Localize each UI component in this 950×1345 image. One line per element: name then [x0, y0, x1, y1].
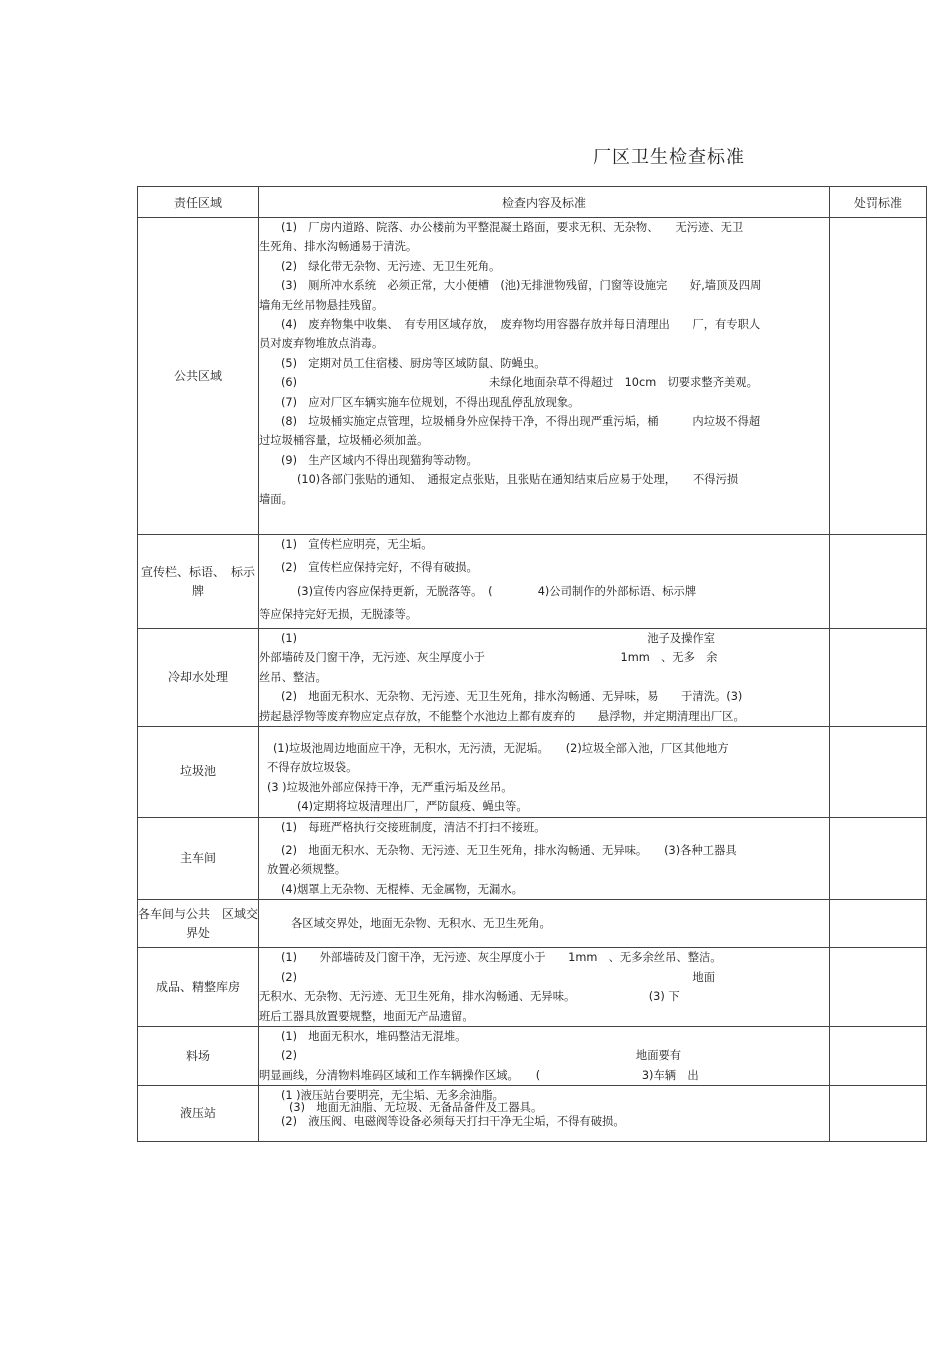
content-line: (1) 外部墙砖及门窗干净，无污迹、灰尘厚度小于 1mm 、无多余丝吊、整洁。 [281, 951, 722, 965]
content-line: (9) 生产区域内不得出现猫狗等动物。 [281, 453, 478, 467]
table-row [138, 535, 927, 629]
content-line: (1) 池子及操作室 [281, 632, 715, 645]
table-row [138, 218, 927, 535]
content-line: (1) 厂房内道路、院落、办公楼前为平整混凝土路面，要求无积、无杂物、 无污迹、无卫 [281, 221, 744, 234]
area-cell: 料场 [138, 1026, 259, 1085]
area-cell: 主车间 [138, 817, 259, 900]
page-title-text: 厂区卫生检查标准 [593, 147, 745, 168]
content-line: 班后工器具放置要规整，地面无产品遗留。 [259, 1009, 474, 1023]
content-cell [259, 817, 830, 900]
content-line: 墙面。 [259, 492, 293, 506]
area-cell: 液压站 [138, 1086, 259, 1142]
table-row [138, 629, 927, 727]
content-cell [259, 629, 830, 727]
area-cell: 成品、精整库房 [138, 948, 259, 1027]
content-line: 各区域交界处，地面无杂物、无积水、无卫生死角。 [291, 917, 551, 931]
content-line: 生死角、排水沟畅通易于清洗。 [259, 240, 418, 254]
content-line: 放置必须规整。 [267, 863, 347, 877]
header-penalty: 处罚标准 [830, 187, 927, 218]
area-cell: 各车间与公共 区域交界处 [138, 900, 259, 948]
content-line: (5) 定期对员工住宿楼、厨房等区域防鼠、防蝇虫。 [281, 356, 546, 370]
content-line: 墙角无丝吊物悬挂残留。 [259, 298, 384, 312]
content-line: (4)定期将垃圾清理出厂，严防鼠疫、蝇虫等。 [297, 800, 528, 814]
content-line: 无积水、无杂物、无污迹、无卫生死角，排水沟畅通、无异味。 (3) 下 [259, 990, 680, 1004]
content-line: (3 )垃圾池外部应保持干净，无严重污垢及丝吊。 [267, 780, 513, 794]
content-line: (1)垃圾池周边地面应干净，无积水，无污渍，无泥垢。 (2)垃圾全部入池，厂区其他地方 [273, 742, 729, 756]
content-line: (10)各部门张贴的通知、 通报定点张贴，且张贴在通知结束后应易于处理， 不得污损 [297, 473, 739, 487]
area-cell: 宣传栏、标语、 标示牌 [138, 535, 259, 629]
content-line: 员对废弃物堆放点消毒。 [259, 337, 384, 351]
content-cell [259, 948, 830, 1027]
content-line: (2) 地面要有 [281, 1049, 682, 1063]
content-cell [259, 1026, 830, 1085]
penalty-cell [830, 948, 927, 1027]
penalty-cell [830, 727, 927, 818]
area-cell: 公共区域 [138, 218, 259, 535]
content-line: (2) 绿化带无杂物、无污迹、无卫生死角。 [281, 259, 501, 273]
content-line: (1) 宣传栏应明亮，无尘垢。 [281, 538, 433, 551]
header-area: 责任区域 [138, 187, 259, 218]
table-row [138, 900, 927, 948]
content-line: (7) 应对厂区车辆实施车位规划，不得出现乱停乱放现象。 [281, 395, 580, 409]
content-line: 等应保持完好无损，无脱漆等。 [259, 608, 418, 622]
content-line: (3) 厕所冲水系统 必须正常，大小便槽 (池)无排泄物残留，门窗等设施完 好,墙顶及四周 [281, 279, 762, 293]
content-line: 丝吊、整洁。 [259, 670, 327, 684]
content-cell [259, 727, 830, 818]
content-line: (2) 宣传栏应保持完好，不得有破损。 [281, 561, 478, 575]
content-line: 过垃圾桶容量，垃圾桶必须加盖。 [259, 434, 429, 448]
content-line: (2) 液压阀、电磁阀等设备必须每天打扫干净无尘垢，不得有破损。 [281, 1114, 625, 1128]
penalty-cell [830, 900, 927, 948]
content-line: (1) 每班严格执行交接班制度，清洁不打扫不接班。 [281, 820, 546, 834]
content-line: (1 )液压站台要明亮，无尘垢、无多余油脂。 [281, 1089, 504, 1103]
content-line: (1) 地面无积水，堆码整洁无混堆。 [281, 1029, 467, 1043]
content-line: (2) 地面无积水、无杂物、无污迹、无卫生死角，排水沟畅通、无异味，易 于清洗。(3) [281, 690, 743, 704]
content-line: (8) 垃圾桶实施定点管理，垃圾桶身外应保持干净，不得出现严重污垢，桶 内垃圾不得超 [281, 415, 761, 429]
content-line: (6) 未绿化地面杂草不得超过 10cm 切要求整齐美观。 [281, 376, 758, 390]
page-title [0, 143, 745, 169]
content-line: 捞起悬浮物等废弃物应定点存放，不能整个水池边上都有废弃的 悬浮物，并定期清理出厂区。 [259, 709, 745, 723]
penalty-cell [830, 1086, 927, 1142]
content-line: (2) 地面 [281, 970, 715, 984]
penalty-cell [830, 1026, 927, 1085]
content-line: (2) 地面无积水、无杂物、无污迹、无卫生死角，排水沟畅通、无异味。 (3)各种工器具 [281, 844, 737, 858]
content-line: (4)烟罩上无杂物、无棍棒、无金属物，无漏水。 [281, 882, 523, 896]
content-line: 不得存放垃圾袋。 [267, 761, 358, 775]
table-row [138, 727, 927, 818]
area-cell: 冷却水处理 [138, 629, 259, 727]
inspection-table [137, 186, 927, 1142]
content-cell [259, 535, 830, 629]
content-cell [259, 218, 830, 535]
content-line: (4) 废弃物集中收集、 有专用区域存放， 废弃物均用容器存放并每日清理出 厂，有专职人 [281, 318, 761, 332]
content-line: 外部墙砖及门窗干净，无污迹、灰尘厚度小于 1mm 、无多 余 [259, 651, 718, 665]
penalty-cell [830, 218, 927, 535]
header-content: 检查内容及标准 [259, 187, 830, 218]
content-line: 明显画线，分清物料堆码区域和工作车辆操作区域。 ( 3)车辆 出 [259, 1068, 699, 1082]
penalty-cell [830, 629, 927, 727]
table-row [138, 948, 927, 1027]
penalty-cell [830, 535, 927, 629]
area-cell: 垃圾池 [138, 727, 259, 818]
table-header-row [138, 187, 927, 218]
content-line: (3)宣传内容应保持更新，无脱落等。 ( 4)公司制作的外部标语、标示牌 [297, 584, 697, 598]
content-cell [259, 900, 830, 948]
overflow-content-line: (3) 地面无油脂、无垃圾、无备品备件及工器具。 [289, 1101, 543, 1114]
penalty-cell [830, 817, 927, 900]
table-row [138, 817, 927, 900]
table-row [138, 1026, 927, 1085]
